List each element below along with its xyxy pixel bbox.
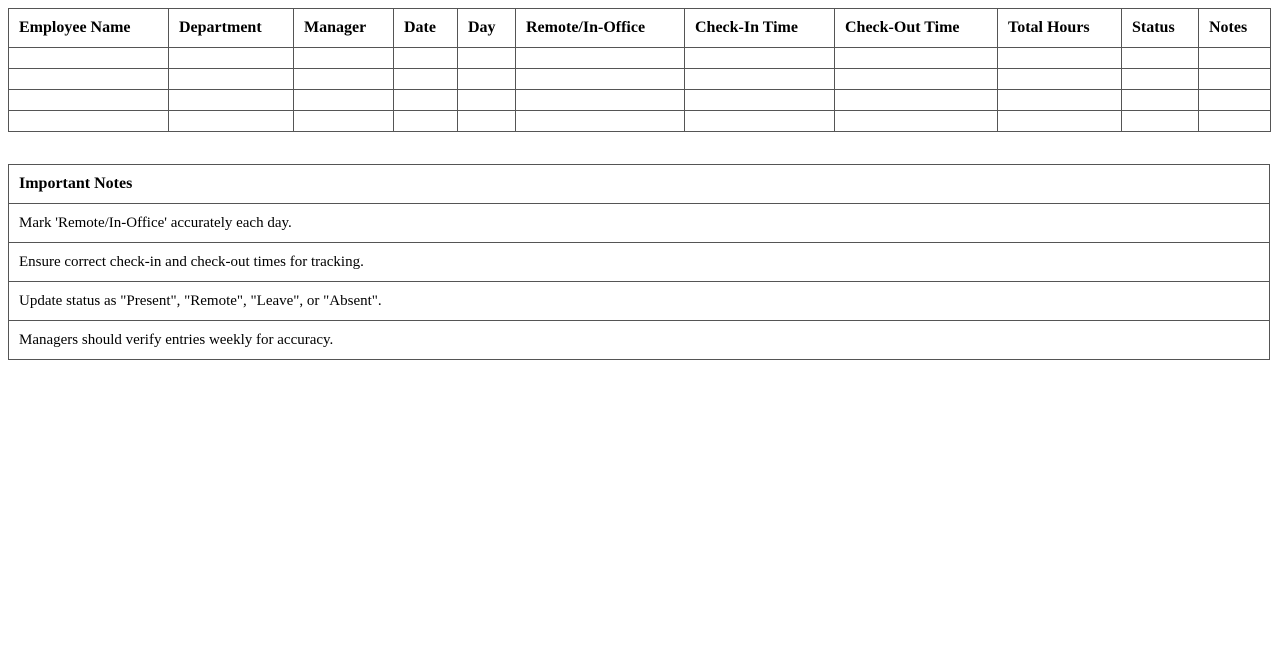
table-cell[interactable] bbox=[516, 90, 685, 111]
table-cell[interactable] bbox=[169, 90, 294, 111]
table-header-row bbox=[9, 9, 1271, 48]
attendance-table bbox=[8, 8, 1271, 132]
table-row bbox=[9, 48, 1271, 69]
column-header-day: Day bbox=[458, 9, 516, 48]
table-cell[interactable] bbox=[169, 111, 294, 132]
table-cell[interactable] bbox=[998, 90, 1122, 111]
list-item bbox=[9, 321, 1270, 360]
table-cell[interactable] bbox=[835, 48, 998, 69]
note-text: Update status as "Present", "Remote", "Leave", or "Absent". bbox=[9, 282, 1270, 321]
table-cell[interactable] bbox=[998, 48, 1122, 69]
table-cell[interactable] bbox=[394, 90, 458, 111]
table-cell[interactable] bbox=[835, 69, 998, 90]
table-cell[interactable] bbox=[1199, 69, 1271, 90]
table-cell[interactable] bbox=[458, 111, 516, 132]
table-row bbox=[9, 111, 1271, 132]
column-header-remote-in-office: Remote/In-Office bbox=[516, 9, 685, 48]
table-cell[interactable] bbox=[685, 111, 835, 132]
table-cell[interactable] bbox=[685, 48, 835, 69]
list-item bbox=[9, 282, 1270, 321]
table-cell[interactable] bbox=[169, 69, 294, 90]
table-cell[interactable] bbox=[835, 90, 998, 111]
table-cell[interactable] bbox=[394, 69, 458, 90]
table-cell[interactable] bbox=[458, 90, 516, 111]
table-cell[interactable] bbox=[294, 69, 394, 90]
table-cell[interactable] bbox=[516, 48, 685, 69]
table-cell[interactable] bbox=[458, 48, 516, 69]
table-cell[interactable] bbox=[998, 111, 1122, 132]
table-cell[interactable] bbox=[516, 69, 685, 90]
table-cell[interactable] bbox=[685, 90, 835, 111]
column-header-manager: Manager bbox=[294, 9, 394, 48]
notes-header-row bbox=[9, 165, 1270, 204]
table-cell[interactable] bbox=[9, 111, 169, 132]
table-cell[interactable] bbox=[516, 111, 685, 132]
table-cell[interactable] bbox=[458, 69, 516, 90]
important-notes-heading: Important Notes bbox=[9, 165, 1270, 204]
table-cell[interactable] bbox=[1122, 48, 1199, 69]
table-cell[interactable] bbox=[1199, 111, 1271, 132]
table-row bbox=[9, 90, 1271, 111]
table-cell[interactable] bbox=[1122, 90, 1199, 111]
table-row bbox=[9, 69, 1271, 90]
table-cell[interactable] bbox=[394, 48, 458, 69]
table-cell[interactable] bbox=[998, 69, 1122, 90]
table-cell[interactable] bbox=[835, 111, 998, 132]
table-cell[interactable] bbox=[1199, 90, 1271, 111]
column-header-employee-name: Employee Name bbox=[9, 9, 169, 48]
column-header-notes: Notes bbox=[1199, 9, 1271, 48]
table-cell[interactable] bbox=[685, 69, 835, 90]
note-text: Managers should verify entries weekly for accuracy. bbox=[9, 321, 1270, 360]
table-cell[interactable] bbox=[9, 90, 169, 111]
page-content bbox=[8, 8, 1270, 360]
table-cell[interactable] bbox=[294, 48, 394, 69]
table-cell[interactable] bbox=[294, 90, 394, 111]
table-cell[interactable] bbox=[1122, 69, 1199, 90]
list-item bbox=[9, 243, 1270, 282]
note-text: Mark 'Remote/In-Office' accurately each day. bbox=[9, 204, 1270, 243]
column-header-total-hours: Total Hours bbox=[998, 9, 1122, 48]
table-cell[interactable] bbox=[169, 48, 294, 69]
table-cell[interactable] bbox=[394, 111, 458, 132]
table-cell[interactable] bbox=[1199, 48, 1271, 69]
important-notes-table bbox=[8, 164, 1270, 360]
note-text: Ensure correct check-in and check-out times for tracking. bbox=[9, 243, 1270, 282]
column-header-date: Date bbox=[394, 9, 458, 48]
column-header-department: Department bbox=[169, 9, 294, 48]
column-header-check-out-time: Check-Out Time bbox=[835, 9, 998, 48]
table-cell[interactable] bbox=[294, 111, 394, 132]
table-cell[interactable] bbox=[9, 69, 169, 90]
table-cell[interactable] bbox=[9, 48, 169, 69]
table-cell[interactable] bbox=[1122, 111, 1199, 132]
column-header-status: Status bbox=[1122, 9, 1199, 48]
column-header-check-in-time: Check-In Time bbox=[685, 9, 835, 48]
list-item bbox=[9, 204, 1270, 243]
